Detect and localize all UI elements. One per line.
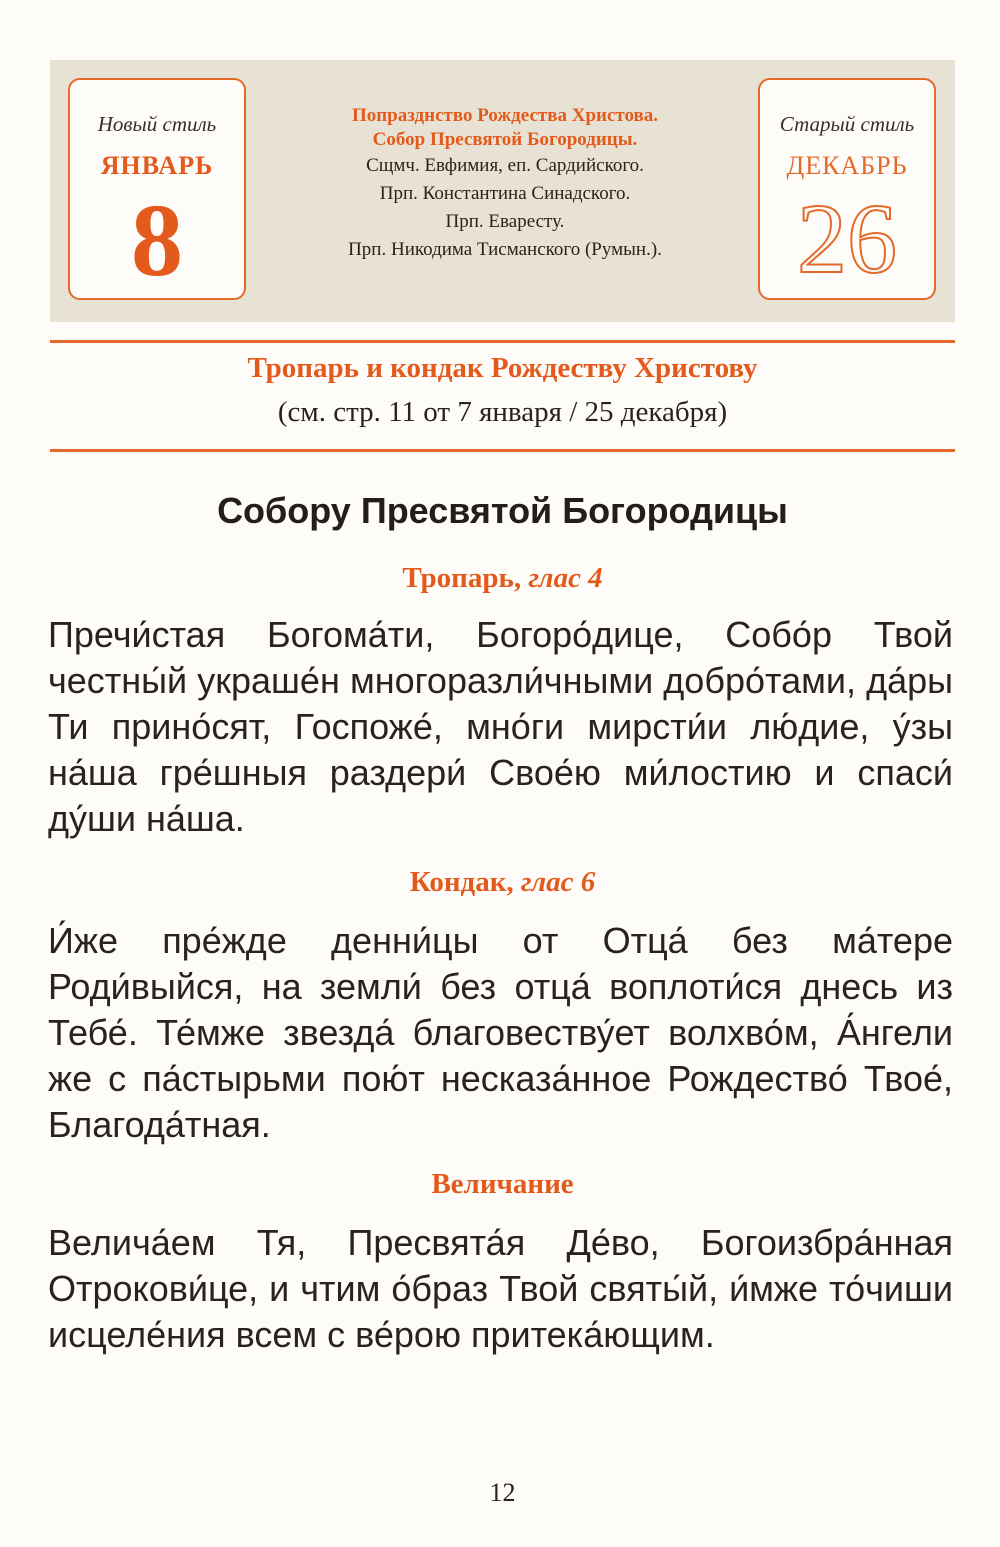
divider-top	[50, 340, 955, 343]
troparion-tone: глас 4	[528, 562, 603, 594]
kontakion-tone: глас 6	[520, 866, 596, 898]
new-style-date-box	[68, 78, 246, 300]
magnification-text: Велича́ем Тя, Пресвята́я Де́во, Богоизбра́нная Отрокови́це, и чтим о́браз Твой святы́й, и́мже то́чиши исцеле́ния всем с ве́рою притека́ющим.	[48, 1222, 953, 1355]
new-style-month: ЯНВАРЬ	[100, 151, 214, 180]
feast-line: Собор Пресвятой Богородицы.	[372, 129, 638, 150]
reference-subtitle: (см. стр. 11 от 7 января / 25 декабря)	[277, 396, 728, 428]
new-style-label: Новый стиль	[97, 112, 217, 136]
troparion-text: Пречи́стая Богома́ти, Богоро́дице, Собо́р Твой честны́й украше́н многоразли́чными добро́тами, да́ры Ти прино́сят, Госпоже́, мно́ги мирсти́и лю́дие, у́зы на́ша гре́шныя раздери́ Свое́ю ми́лостию и спаси́ ду́ши на́ша.	[48, 614, 953, 839]
old-style-month: ДЕКАБРЬ	[786, 151, 908, 180]
feast-line: Попразднство Рождества Христова.	[351, 105, 659, 126]
page-number: 12	[489, 1478, 516, 1507]
troparion-label: Тропарь,	[402, 562, 522, 594]
kontakion-label: Кондак,	[409, 866, 514, 898]
saint-line: Прп. Никодима Тисманского (Румын.).	[348, 239, 662, 260]
new-style-day: 8	[131, 183, 183, 298]
old-style-date-box	[758, 78, 936, 300]
magnification-heading: Величание	[431, 1168, 574, 1200]
saints-list	[280, 104, 730, 264]
troparion-heading	[50, 562, 955, 595]
old-style-label: Старый стиль	[779, 112, 915, 136]
section-title: Собору Пресвятой Богородицы	[217, 490, 788, 531]
kontakion-text: И́же пре́жде денни́цы от Отца́ без ма́тере Роди́выйся, на земли́ без отца́ воплоти́ся днесь из Тебе́. Те́мже звезда́ благовеству́ет волхво́м, А́нгели же с па́стырьми пою́т несказа́нное Рождество́ Твое́, Благода́тная.	[48, 920, 953, 1145]
reference-title: Тропарь и кондак Рождеству Христову	[247, 352, 758, 384]
old-style-day: 26	[797, 183, 897, 294]
divider-bottom	[50, 449, 955, 452]
calendar-header	[50, 60, 955, 322]
kontakion-heading	[50, 866, 955, 899]
saint-line: Прп. Константина Синадского.	[379, 183, 631, 204]
saint-line: Прп. Еваресту.	[445, 211, 565, 232]
saint-line: Сщмч. Евфимия, еп. Сардийского.	[366, 155, 644, 176]
